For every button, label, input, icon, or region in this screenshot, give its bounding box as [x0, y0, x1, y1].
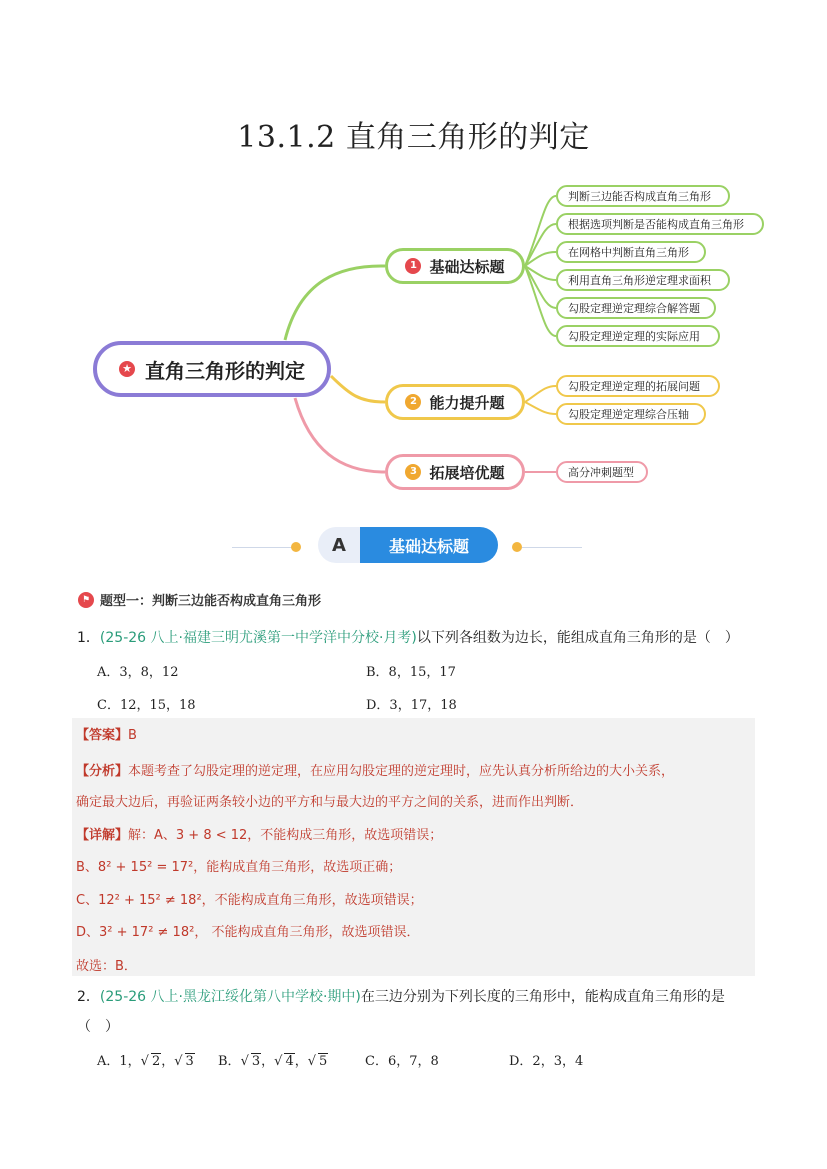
flag-icon: ⚑	[78, 592, 94, 608]
mind-map-leaf: 判断三边能否构成直角三角形	[556, 185, 730, 207]
mind-map-leaf: 在网格中判断直角三角形	[556, 241, 706, 263]
sqrt-term: 3	[185, 1054, 194, 1069]
detail-line-4: D、3² + 17² ≠ 18²， 不能构成直角三角形，故选项错误．	[76, 925, 420, 940]
option-a-prefix: A．1，	[97, 1054, 141, 1069]
option-d: D．3，17，18	[366, 698, 457, 713]
question-source: (25-26 八上·福建三明尤溪第一中学洋中分校·月考)	[99, 630, 417, 646]
question-number: 2．	[77, 989, 100, 1005]
question-source: (25-26 八上·黑龙江绥化第八中学校·期中)	[99, 989, 361, 1005]
page-title: 13.1.2 直角三角形的判定	[237, 120, 590, 155]
star-icon: ★	[119, 361, 135, 377]
detail-line-2: B、8² + 15² = 17²，能构成直角三角形，故选项正确；	[76, 860, 402, 875]
detail-line-3: C、12² + 15² ≠ 18²，不能构成直角三角形，故选项错误；	[76, 893, 423, 908]
sqrt-term: 3	[251, 1054, 261, 1069]
branch-number-3: 3	[405, 464, 421, 480]
answer-line	[76, 724, 137, 743]
analysis-text: 本题考查了勾股定理的逆定理，在应用勾股定理的逆定理时，应先认真分析所给边的大小关系，	[128, 764, 675, 779]
branch-number-2: 2	[405, 394, 421, 410]
option-c: C．6，7，8	[365, 1054, 439, 1069]
mind-map-branch-1	[385, 248, 525, 284]
option-b: B．8，15，17	[366, 665, 456, 680]
mind-map-leaf: 勾股定理逆定理综合压轴	[556, 403, 706, 425]
divider	[522, 547, 582, 548]
branch-number-1: 1	[405, 258, 421, 274]
detail-line-1	[76, 824, 442, 843]
option-b: B．√ 3，√ 4，√ 5	[218, 1054, 328, 1069]
mind-map-leaf: 利用直角三角形逆定理求面积	[556, 269, 730, 291]
option-d: D．2，3，4	[509, 1054, 584, 1069]
mind-map-branch-2	[385, 384, 525, 420]
banner-dot	[291, 542, 301, 552]
question-1-stem	[77, 627, 739, 647]
sqrt-term: 2	[151, 1054, 161, 1069]
section-letter: A	[318, 527, 360, 563]
banner-dot	[512, 542, 522, 552]
question-text: 以下列各组数为边长，能组成直角三角形的是（ ）	[416, 630, 739, 646]
question-2-blank: （ ）	[77, 1019, 119, 1035]
option-a: A．1，√ 2，√ 3	[97, 1054, 194, 1069]
branch-label: 拓展培优题	[429, 463, 505, 482]
option-c: C．12，15，18	[97, 698, 196, 713]
sqrt-term: 5	[319, 1054, 328, 1069]
section-label: 基础达标题	[360, 527, 498, 563]
analysis-line-2: 确定最大边后，再验证两条较小边的平方和与最大边的平方之间的关系，进而作出判断．	[76, 795, 584, 810]
option-a: A．3，8，12	[97, 665, 179, 680]
analysis-tag: 【分析】	[76, 764, 129, 779]
question-number: 1．	[77, 630, 100, 646]
analysis-line-1	[76, 760, 674, 779]
question-type-heading	[78, 590, 321, 609]
mind-map-branch-3	[385, 454, 525, 490]
mind-map-leaf: 勾股定理逆定理综合解答题	[556, 297, 716, 319]
question-text: 在三边分别为下列长度的三角形中，能构成直角三角形的是	[360, 989, 725, 1005]
divider	[232, 547, 292, 548]
question-type-label: 题型一：判断三边能否构成直角三角形	[100, 594, 322, 609]
branch-label: 能力提升题	[429, 393, 505, 412]
mind-map-leaf: 根据选项判断是否能构成直角三角形	[556, 213, 764, 235]
sqrt-term: 4	[285, 1054, 294, 1069]
option-b-prefix: B．	[218, 1054, 241, 1069]
mind-map-leaf: 勾股定理逆定理的实际应用	[556, 325, 720, 347]
answer-value: B	[128, 728, 137, 743]
answer-tag: 【答案】	[76, 728, 129, 743]
branch-label: 基础达标题	[429, 257, 505, 276]
section-banner	[318, 527, 498, 563]
detail-conclusion: 故选：B．	[76, 959, 137, 974]
detail-text: 解：A、3 + 8 < 12，不能构成三角形，故选项错误；	[128, 828, 443, 843]
mind-map-leaf: 勾股定理逆定理的拓展问题	[556, 375, 720, 397]
mind-map-root-label: 直角三角形的判定	[145, 358, 305, 383]
mind-map-root	[93, 341, 331, 397]
question-2-stem	[77, 986, 725, 1006]
mind-map-leaf: 高分冲刺题型	[556, 461, 648, 483]
detail-tag: 【详解】	[76, 828, 129, 843]
